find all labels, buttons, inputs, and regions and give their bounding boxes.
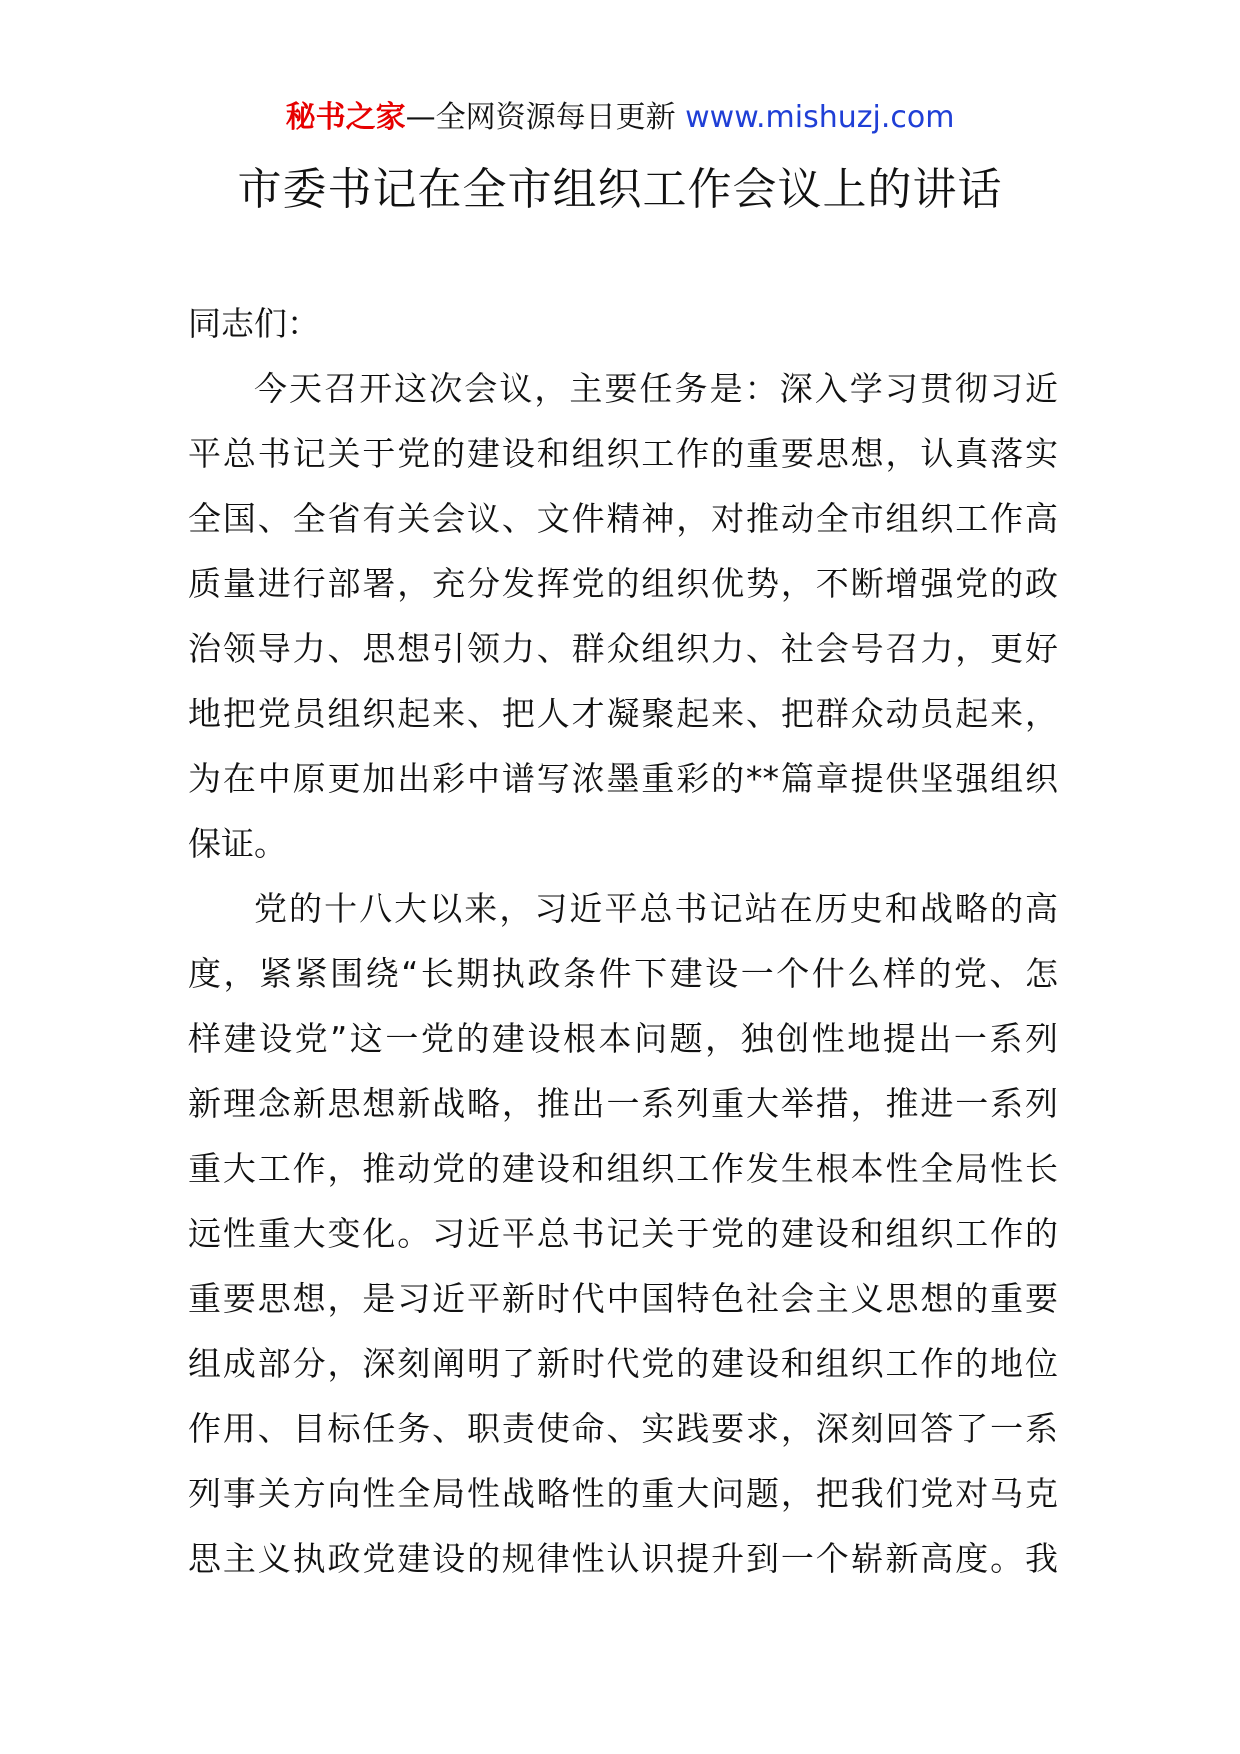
paragraph-line: 度，紧紧围绕“长期执政条件下建设一个什么样的党、怎 [188,954,1058,993]
paragraph-line: 保证。 [188,824,287,863]
paragraph-line: 平总书记关于党的建设和组织工作的重要思想，认真落实 [188,434,1058,473]
brand-name: 秘书之家 [285,100,406,135]
paragraph-line: 样建设党”这一党的建设根本问题，独创性地提出一系列 [188,1019,1058,1058]
paragraph-line: 全国、全省有关会议、文件精神，对推动全市组织工作高 [188,499,1058,538]
document-body [188,291,1058,1591]
site-url-link[interactable]: www.mishuzj.com [685,100,955,135]
banner-tagline: —全网资源每日更新 [405,100,686,135]
paragraph-line: 思主义执政党建设的规律性认识提升到一个崭新高度。我 [188,1539,1058,1578]
paragraph-line: 列事关方向性全局性战略性的重大问题，把我们党对马克 [188,1474,1058,1513]
paragraph-line: 新理念新思想新战略，推出一系列重大举措，推进一系列 [188,1084,1058,1123]
paragraph-line: 重要思想，是习近平新时代中国特色社会主义思想的重要 [188,1279,1058,1318]
paragraph-line: 今天召开这次会议，主要任务是：深入学习贯彻习近 [254,369,1058,408]
paragraph-line: 质量进行部署，充分发挥党的组织优势，不断增强党的政 [188,564,1058,603]
paragraph-2 [188,876,1058,1591]
paragraph-line: 远性重大变化。习近平总书记关于党的建设和组织工作的 [188,1214,1058,1253]
paragraph-line: 党的十八大以来，习近平总书记站在历史和战略的高 [254,889,1058,928]
paragraph-line: 地把党员组织起来、把人才凝聚起来、把群众动员起来， [188,694,1058,733]
paragraph-line: 治领导力、思想引领力、群众组织力、社会号召力，更好 [188,629,1058,668]
paragraph-1 [188,356,1058,876]
paragraph-line: 组成部分，深刻阐明了新时代党的建设和组织工作的地位 [188,1344,1058,1383]
paragraph-line: 为在中原更加出彩中谱写浓墨重彩的**篇章提供坚强组织 [188,759,1058,798]
paragraph-line: 作用、目标任务、职责使命、实践要求，深刻回答了一系 [188,1409,1058,1448]
paragraph-line: 重大工作，推动党的建设和组织工作发生根本性全局性长 [188,1149,1058,1188]
document-title: 市委书记在全市组织工作会议上的讲话 [237,164,1003,215]
salutation: 同志们： [188,304,320,343]
site-banner [0,98,1240,138]
